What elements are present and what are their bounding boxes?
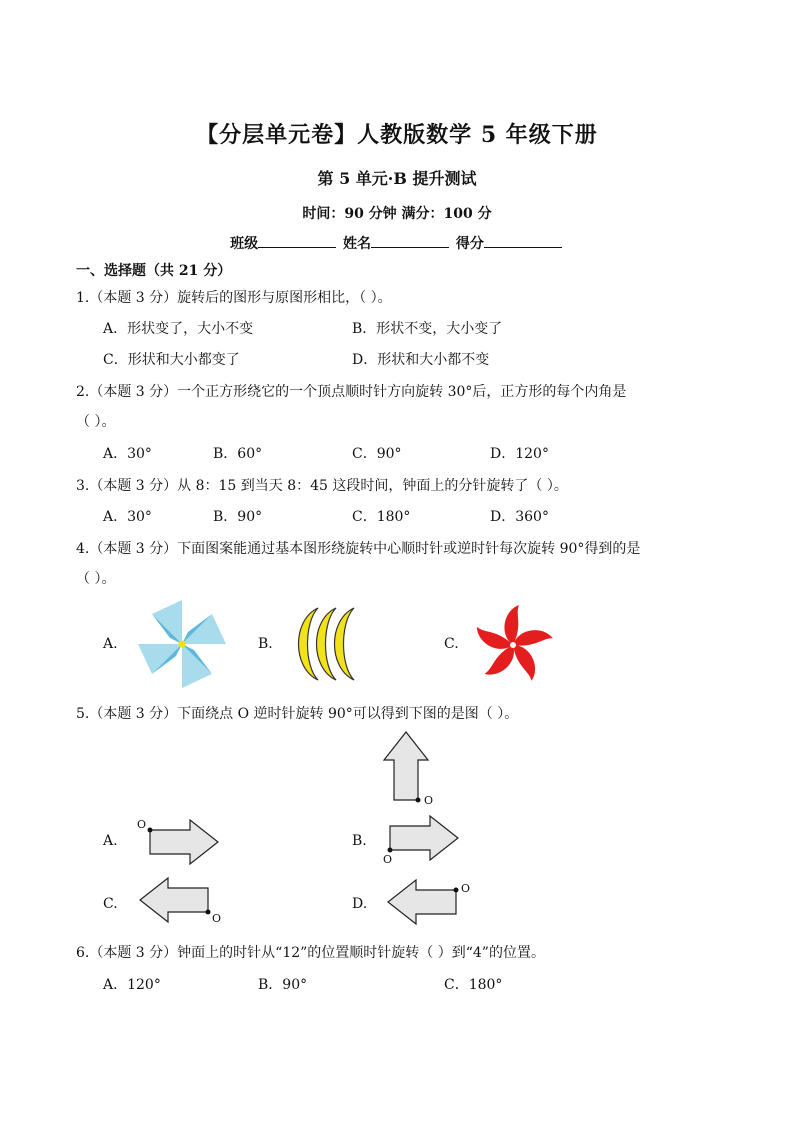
q3-option-a[interactable]: A．30° <box>103 509 152 525</box>
q2-option-a[interactable]: A．30° <box>103 446 152 462</box>
crescent-shape <box>317 608 337 680</box>
question-3-stem: 3.（本题 3 分）从 8：15 到当天 8：45 这段时间，钟面上的分针旋转了（ ）。 <box>76 478 568 494</box>
student-info <box>0 233 794 253</box>
point-o-label: O <box>424 794 434 807</box>
left-arrow-shape <box>140 878 208 922</box>
q5-arrow-a <box>134 814 224 870</box>
point-o-dot <box>148 828 153 833</box>
pinwheel-blade <box>182 644 212 688</box>
pinwheel-figure <box>136 598 228 690</box>
q4-option-c[interactable]: C. <box>444 636 459 652</box>
section-heading: 一、选择题（共 21 分） <box>76 263 232 279</box>
q2-option-d[interactable]: D．120° <box>490 446 549 462</box>
pinwheel-blade <box>138 644 182 674</box>
q4-option-b[interactable]: B. <box>258 636 273 652</box>
right-arrow-shape <box>150 820 218 864</box>
q6-option-a[interactable]: A．120° <box>103 977 161 993</box>
q2-option-c[interactable]: C．90° <box>352 446 402 462</box>
page-subtitle: 第 5 单元·B 提升测试 <box>317 169 477 188</box>
question-2-stem-cont: （ ）。 <box>76 414 116 430</box>
point-o-dot <box>454 888 459 893</box>
q5-option-d[interactable]: D. <box>352 896 368 912</box>
pinwheel-blade <box>182 614 226 644</box>
pinwheel-blade <box>152 600 182 644</box>
flower-figure <box>470 602 556 686</box>
right-arrow-shape <box>390 816 458 860</box>
q1-option-b[interactable]: B．形状不变，大小变了 <box>352 321 503 337</box>
q1-option-a[interactable]: A．形状变了，大小不变 <box>103 321 254 337</box>
question-1-stem: 1.（本题 3 分）旋转后的图形与原图形相比，（ ）。 <box>76 290 392 306</box>
q5-option-a[interactable]: A. <box>103 833 118 849</box>
crescent-shape <box>299 608 319 680</box>
time-info: 时间：90 分钟 满分：100 分 <box>302 206 492 222</box>
left-arrow-shape <box>388 880 456 924</box>
crescents-figure <box>290 606 362 682</box>
pinwheel-center <box>179 641 186 648</box>
class-blank[interactable] <box>258 233 336 248</box>
score-blank[interactable] <box>484 233 562 248</box>
q5-option-c[interactable]: C. <box>103 896 118 912</box>
q5-arrow-c <box>136 872 226 928</box>
point-o-dot <box>206 910 211 915</box>
point-o-label: O <box>383 853 393 866</box>
point-o-label: O <box>212 912 222 925</box>
question-4-stem: 4.（本题 3 分）下面图案能通过基本图形绕旋转中心顺时针或逆时针每次旋转 90°得到的是 <box>76 541 641 557</box>
up-arrow-shape <box>384 732 428 800</box>
point-o-dot <box>416 798 421 803</box>
q2-option-b[interactable]: B．60° <box>213 446 263 462</box>
point-o-label: O <box>137 818 147 831</box>
point-o-dot <box>388 848 393 853</box>
q1-option-d[interactable]: D．形状和大小都不变 <box>352 352 490 368</box>
question-4-stem-cont: （ ）。 <box>76 571 116 587</box>
q6-option-c[interactable]: C．180° <box>444 977 503 993</box>
q6-option-b[interactable]: B．90° <box>258 977 308 993</box>
q1-option-c[interactable]: C．形状和大小都变了 <box>103 352 240 368</box>
q4-option-a[interactable]: A. <box>103 636 118 652</box>
name-label: 姓名 <box>343 236 371 252</box>
flower-center <box>510 642 516 648</box>
q5-option-b[interactable]: B. <box>352 833 367 849</box>
crescent-shape <box>335 608 355 680</box>
question-6-stem: 6.（本题 3 分）钟面上的时针从“12”的位置顺时针旋转（ ）到“4”的位置。 <box>76 945 545 961</box>
q5-arrow-d <box>382 874 472 930</box>
name-blank[interactable] <box>371 233 449 248</box>
page-title: 【分层单元卷】人教版数学 5 年级下册 <box>196 122 598 148</box>
q3-option-d[interactable]: D．360° <box>490 509 549 525</box>
question-2-stem: 2.（本题 3 分）一个正方形绕它的一个顶点顺时针方向旋转 30°后，正方形的每个内角是 <box>76 384 627 400</box>
question-5-stem: 5.（本题 3 分）下面绕点 O 逆时针旋转 90°可以得到下图的是图（ ）。 <box>76 706 519 722</box>
q5-arrow-b <box>380 810 466 866</box>
score-label: 得分 <box>455 236 484 252</box>
q3-option-c[interactable]: C．180° <box>352 509 411 525</box>
reference-arrow-figure <box>382 730 442 810</box>
q3-option-b[interactable]: B．90° <box>213 509 263 525</box>
class-label: 班级 <box>230 236 259 252</box>
point-o-label: O <box>461 882 471 895</box>
